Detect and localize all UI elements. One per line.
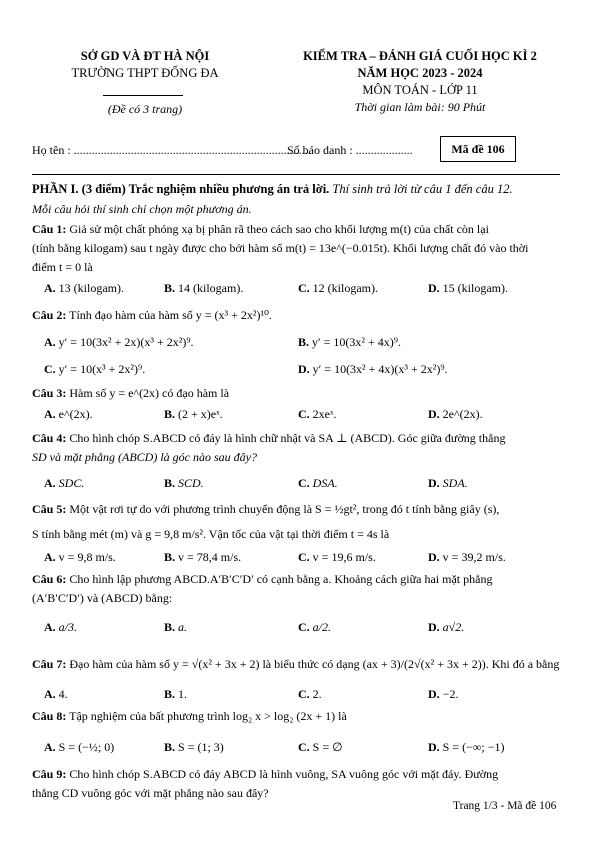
question-text: Cho hình lập phương ABCD.A′B′C′D′ có cạnh bằng a. Khoảng cách giữa hai mặt phẳng bbox=[69, 572, 493, 586]
q7-option-b[interactable]: B. 1. bbox=[164, 687, 188, 701]
question-text: S tính bằng mét (m) và g = 9,8 m/s². Vận tốc của vật tại thời điểm t = 4s là bbox=[32, 527, 390, 541]
header-underline bbox=[103, 95, 183, 96]
question-3 bbox=[32, 384, 564, 403]
q6-option-d[interactable]: D. a√2. bbox=[428, 620, 465, 634]
question-label: Câu 7: bbox=[32, 657, 67, 671]
question-6 bbox=[32, 570, 564, 608]
question-label: Câu 3: bbox=[32, 386, 67, 400]
q8-option-d[interactable]: D. S = (−∞; −1) bbox=[428, 740, 505, 754]
part1-title: PHẦN I. (3 điểm) Trắc nghiệm nhiều phương án trả lời. bbox=[32, 182, 330, 196]
divider bbox=[32, 174, 560, 175]
q5-option-b[interactable]: B. v = 78,4 m/s. bbox=[164, 550, 242, 564]
question-label: Câu 1: bbox=[32, 222, 67, 236]
q1-option-d[interactable]: D. 15 (kilogam). bbox=[428, 281, 508, 295]
question-label: Câu 9: bbox=[32, 767, 67, 781]
question-label: Câu 2: bbox=[32, 308, 67, 322]
q5-option-a[interactable]: A. v = 9,8 m/s. bbox=[44, 550, 116, 564]
question-text: Hàm số y = e^(2x) có đạo hàm là bbox=[69, 386, 230, 400]
q3-option-d[interactable]: D. 2e^(2x). bbox=[428, 407, 483, 421]
subject: MÔN TOÁN - LỚP 11 bbox=[362, 83, 478, 97]
q7-option-d[interactable]: D. −2. bbox=[428, 687, 459, 701]
question-text: Cho hình chóp S.ABCD có đáy là hình chữ nhật và SA ⊥ (ABCD). Góc giữa đường thẳng bbox=[69, 431, 506, 445]
time-allowed: Thời gian làm bài: 90 Phút bbox=[354, 100, 486, 114]
question-1 bbox=[32, 220, 564, 277]
q5-option-d[interactable]: D. v = 39,2 m/s. bbox=[428, 550, 506, 564]
question-text: (A′B′C′D′) và (ABCD) bằng: bbox=[32, 591, 173, 605]
question-label: Câu 6: bbox=[32, 572, 67, 586]
question-8 bbox=[32, 707, 564, 726]
q4-option-a[interactable]: A. SDC. bbox=[44, 476, 85, 490]
exam-code-box bbox=[440, 136, 516, 162]
question-text: Cho hình chóp S.ABCD có đáy ABCD là hình vuông, SA vuông góc với mặt đáy. Đường bbox=[69, 767, 499, 781]
q2-option-b[interactable]: B. y′ = 10(3x² + 4x)⁹. bbox=[298, 335, 401, 349]
q1-option-b[interactable]: B. 14 (kilogam). bbox=[164, 281, 244, 295]
question-text: Tập nghiệm của bất phương trình log₂ x > log₂ (2x + 1) là bbox=[69, 709, 347, 723]
name-field[interactable]: Họ tên : ............................................................................... bbox=[32, 143, 311, 157]
question-label: Câu 5: bbox=[32, 502, 67, 516]
q8-option-a[interactable]: A. S = (−½; 0) bbox=[44, 740, 115, 754]
school-year: NĂM HỌC 2023 - 2024 bbox=[357, 66, 483, 80]
q6-option-b[interactable]: B. a. bbox=[164, 620, 188, 634]
q1-option-a[interactable]: A. 13 (kilogam). bbox=[44, 281, 124, 295]
school-name: TRƯỜNG THPT ĐỐNG ĐA bbox=[71, 66, 219, 80]
q1-option-c[interactable]: C. 12 (kilogam). bbox=[298, 281, 378, 295]
question-text: Đạo hàm của hàm số y = √(x² + 3x + 2) là biểu thức có dạng (ax + 3)/(2√(x² + 3x + 2)). Khi đó a bằng bbox=[69, 657, 560, 671]
q3-option-a[interactable]: A. e^(2x). bbox=[44, 407, 93, 421]
question-9 bbox=[32, 765, 564, 803]
exam-code: Mã đề 106 bbox=[451, 142, 505, 156]
q5-option-c[interactable]: C. v = 19,6 m/s. bbox=[298, 550, 376, 564]
q2-option-c[interactable]: C. y′ = 10(x³ + 2x²)⁹. bbox=[44, 362, 146, 376]
q8-option-c[interactable]: C. S = ∅ bbox=[298, 740, 343, 754]
page-count-note: (Đề có 3 trang) bbox=[107, 102, 183, 116]
department-name: SỞ GD VÀ ĐT HÀ NỘI bbox=[80, 49, 210, 63]
part1-instruction-2: Mỗi câu hỏi thí sinh chỉ chọn một phương án. bbox=[32, 202, 252, 216]
part1-instruction: Thí sinh trả lời từ câu 1 đến câu 12. bbox=[332, 182, 513, 196]
question-4 bbox=[32, 429, 564, 467]
q2-option-a[interactable]: A. y′ = 10(3x² + 2x)(x³ + 2x²)⁹. bbox=[44, 335, 194, 349]
question-text: Một vật rơi tự do với phương trình chuyển động là S = ½gt², trong đó t tính bằng giây (s), bbox=[69, 502, 500, 516]
exam-title: KIỂM TRA – ĐÁNH GIÁ CUỐI HỌC KÌ 2 bbox=[303, 49, 537, 63]
part1-heading bbox=[32, 182, 513, 197]
q3-option-c[interactable]: C. 2xeˣ. bbox=[298, 407, 337, 421]
question-label: Câu 4: bbox=[32, 431, 67, 445]
q6-option-c[interactable]: C. a/2. bbox=[298, 620, 332, 634]
question-text: (tính bằng kilogam) sau t ngày được cho bởi hàm số m(t) = 13e^(−0.015t). Khối lượng chất đó vào thời bbox=[32, 241, 529, 255]
q4-option-b[interactable]: B. SCD. bbox=[164, 476, 204, 490]
question-label: Câu 8: bbox=[32, 709, 67, 723]
q4-option-c[interactable]: C. DSA. bbox=[298, 476, 338, 490]
question-text: Giả sử một chất phóng xạ bị phân rã theo cách sao cho khối lượng m(t) của chất còn lại bbox=[69, 222, 489, 236]
q7-option-c[interactable]: C. 2. bbox=[298, 687, 322, 701]
q4-option-d[interactable]: D. SDA. bbox=[428, 476, 468, 490]
question-text: thẳng CD vuông góc với mặt phẳng nào sau đây? bbox=[32, 786, 269, 800]
question-5 bbox=[32, 500, 564, 544]
q2-option-d[interactable]: D. y′ = 10(3x² + 4x)(x³ + 2x²)⁹. bbox=[298, 362, 448, 376]
question-2 bbox=[32, 306, 564, 325]
page-footer: Trang 1/3 - Mã đề 106 bbox=[453, 800, 557, 812]
question-text: điểm t = 0 là bbox=[32, 260, 93, 274]
student-id-field[interactable]: Số báo danh : ................... bbox=[287, 143, 413, 157]
q7-option-a[interactable]: A. 4. bbox=[44, 687, 68, 701]
question-text: SD và mặt phẳng (ABCD) là góc nào sau đây? bbox=[32, 450, 257, 464]
q6-option-a[interactable]: A. a/3. bbox=[44, 620, 78, 634]
question-text: Tính đạo hàm của hàm số y = (x³ + 2x²)¹⁰. bbox=[69, 308, 272, 322]
question-7 bbox=[32, 655, 564, 674]
q3-option-b[interactable]: B. (2 + x)eˣ. bbox=[164, 407, 223, 421]
q8-option-b[interactable]: B. S = (1; 3) bbox=[164, 740, 224, 754]
